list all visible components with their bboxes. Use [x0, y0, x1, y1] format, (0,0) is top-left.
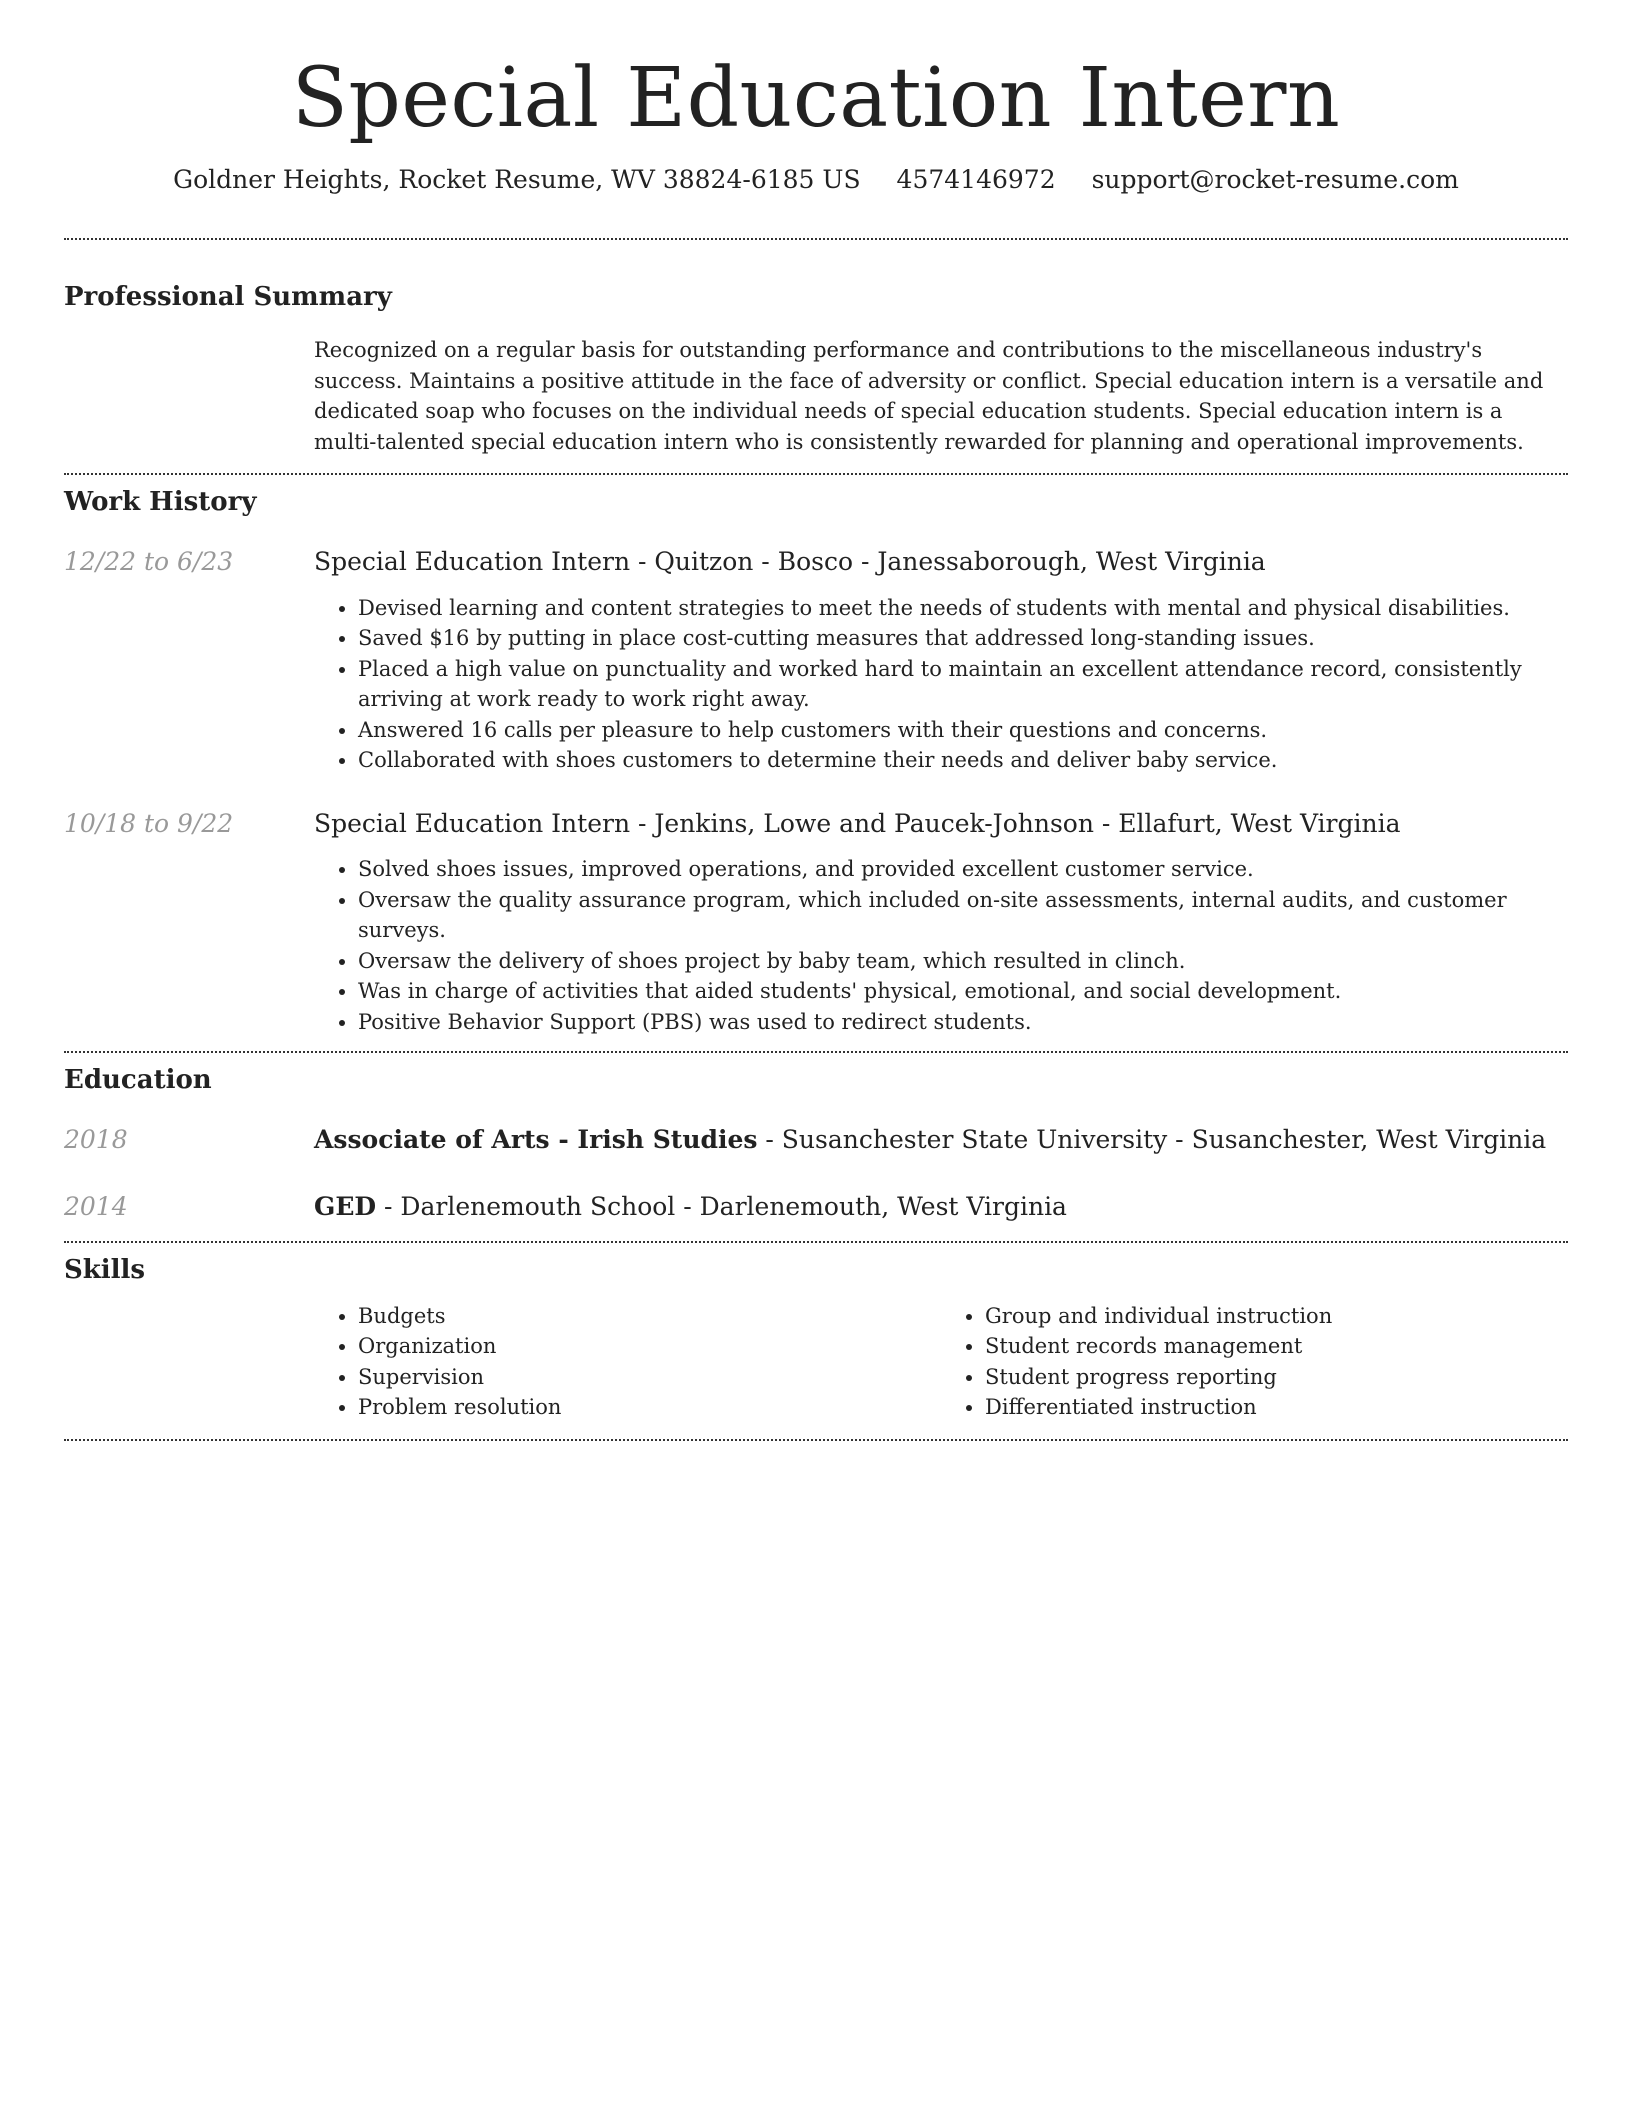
skills-row [64, 1301, 1568, 1423]
contact-address: Goldner Heights, Rocket Resume, WV 38824-6185 US [173, 165, 861, 195]
education-degree: GED [314, 1191, 377, 1221]
divider [64, 1439, 1568, 1441]
job-details: - Jenkins, Lowe and Paucek-Johnson - Ellafurt, West Virginia [630, 808, 1401, 838]
summary-text: Recognized on a regular basis for outstanding performance and contributions to the miscellaneous industry's success. Maintains a positive attitude in the face of adversity or conflict. Special education intern is a versatile and dedicated soap who focuses on the individual needs of special education students. Special education intern is a multi-talented special education intern who is consistently rewarded for planning and operational improvements. [314, 338, 1544, 454]
skills-list-right [941, 1301, 1568, 1423]
job-bullets [314, 593, 1568, 776]
summary-section [64, 282, 1568, 457]
education-heading [314, 1124, 1568, 1157]
summary-row [64, 335, 1568, 457]
list-item: • Answered 16 calls per pleasure to help customers with their questions and concerns. [358, 715, 1568, 746]
list-item: • Organization [358, 1331, 941, 1362]
divider [64, 1241, 1568, 1243]
job-details: - Quitzon - Bosco - Janessaborough, West Virginia [630, 547, 1266, 577]
contact-email: support@rocket-resume.com [1091, 165, 1459, 195]
list-item: • Placed a high value on punctuality and worked hard to maintain an excellent attendance record, consistently arriving at work ready to work right away. [358, 654, 1568, 715]
list-item: • Problem resolution [358, 1392, 941, 1423]
list-item: • Oversaw the delivery of shoes project by baby team, which resulted in clinch. [358, 946, 1568, 977]
work-title: Work History [64, 487, 257, 518]
list-item: • Group and individual instruction [985, 1301, 1568, 1332]
education-heading [314, 1191, 1568, 1224]
education-entry [64, 1191, 1568, 1224]
education-details: - Darlenemouth School - Darlenemouth, West Virginia [376, 1191, 1067, 1221]
job-bullets [314, 854, 1568, 1037]
divider [64, 473, 1568, 475]
list-item: • Student records management [985, 1331, 1568, 1362]
divider [64, 1051, 1568, 1053]
list-item: • Collaborated with shoes customers to determine their needs and deliver baby service. [358, 745, 1568, 776]
summary-body [314, 335, 1568, 457]
list-item: • Positive Behavior Support (PBS) was used to redirect students. [358, 1007, 1568, 1038]
skills-section [64, 1255, 1568, 1422]
skills-list-left [314, 1301, 941, 1423]
skills-grid [314, 1301, 1568, 1423]
list-item: • Was in charge of activities that aided students' physical, emotional, and social development. [358, 976, 1568, 1007]
resume-name: Special Education Intern [291, 51, 1341, 146]
education-body [314, 1124, 1568, 1157]
divider [64, 238, 1568, 240]
job-dates: 12/22 to 6/23 [64, 547, 234, 577]
education-year: 2014 [64, 1191, 128, 1221]
list-item: • Solved shoes issues, improved operations, and provided excellent customer service. [358, 854, 1568, 885]
job-heading [314, 546, 1568, 579]
education-entry [64, 1124, 1568, 1157]
list-item: • Oversaw the quality assurance program, which included on-site assessments, internal audits, and customer surveys. [358, 885, 1568, 946]
job-entry [64, 808, 1568, 1038]
contact-phone: 4574146972 [896, 165, 1056, 195]
work-section [64, 487, 1568, 1037]
list-item: • Student progress reporting [985, 1362, 1568, 1393]
education-section [64, 1065, 1568, 1223]
list-item: • Devised learning and content strategies to meet the needs of students with mental and physical disabilities. [358, 593, 1568, 624]
job-dates: 10/18 to 9/22 [64, 808, 234, 838]
education-title: Education [64, 1065, 212, 1096]
education-details: - Susanchester State University - Susanchester, West Virginia [757, 1125, 1547, 1155]
education-body [314, 1191, 1568, 1224]
list-item: • Budgets [358, 1301, 941, 1332]
list-item: • Saved $16 by putting in place cost-cutting measures that addressed long-standing issues. [358, 623, 1568, 654]
summary-title: Professional Summary [64, 281, 392, 312]
list-item: • Supervision [358, 1362, 941, 1393]
contact-line [64, 164, 1568, 197]
education-degree: Associate of Arts - Irish Studies [314, 1125, 758, 1155]
job-entry [64, 546, 1568, 776]
job-body [314, 808, 1568, 1038]
job-heading [314, 808, 1568, 841]
education-year: 2018 [64, 1125, 128, 1155]
job-body [314, 546, 1568, 776]
job-position: Special Education Intern [314, 808, 631, 838]
job-position: Special Education Intern [314, 547, 631, 577]
skills-title: Skills [64, 1255, 146, 1286]
list-item: • Differentiated instruction [985, 1392, 1568, 1423]
